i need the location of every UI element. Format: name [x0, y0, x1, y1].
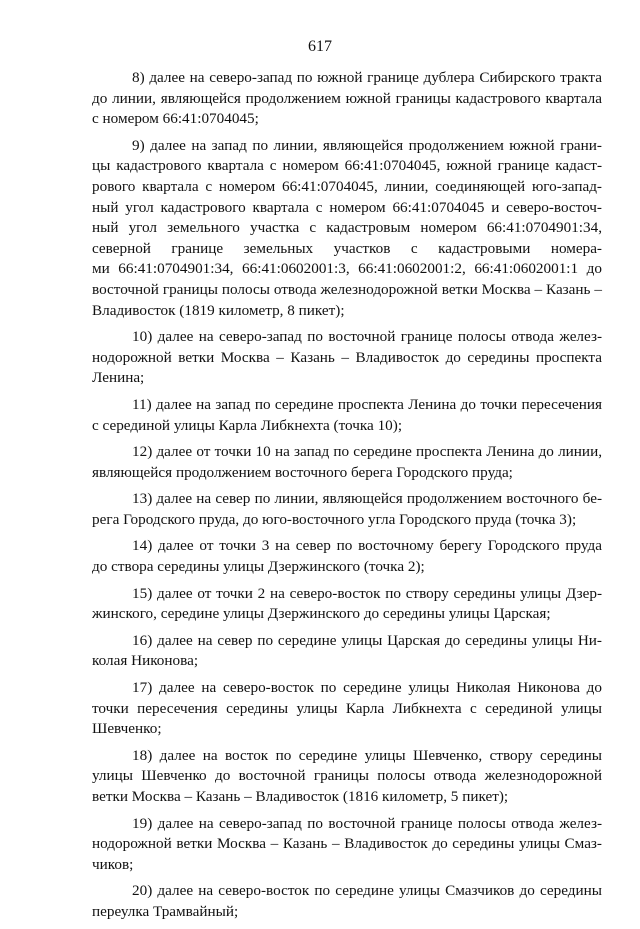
paragraph-16 — [92, 631, 602, 672]
text-line: до створа середины улицы Дзержинского (точка 2); — [92, 558, 425, 576]
paragraph-12 — [92, 442, 602, 483]
text-line: 14) далее от точки 3 на север по восточному берегу Городского пруда — [132, 537, 602, 555]
paragraph-19 — [92, 814, 602, 876]
text-line: переулка Трамвайный; — [92, 902, 239, 920]
text-line: нодорожной ветки Москва – Казань – Владивосток до середины улицы Смаз- — [92, 835, 602, 853]
text-line: 20) далее на северо-восток по середине улицы Смазчиков до середины — [132, 882, 602, 900]
paragraph-9 — [92, 136, 602, 321]
text-line: 18) далее на восток по середине улицы Шевченко, створу середины — [132, 746, 602, 764]
paragraph-13 — [92, 489, 602, 530]
text-line: восточной границы полосы отвода железнодорожной ветки Москва – Казань – — [92, 280, 602, 298]
text-line: являющейся продолжением восточного берега Городского пруда; — [92, 463, 513, 481]
text-line: 13) далее на север по линии, являющейся продолжением восточного бе- — [132, 490, 602, 508]
text-line: северной границе земельных участков с кадастровыми номера- — [92, 239, 602, 257]
text-line: точки пересечения середины улицы Карла Либкнехта с серединой улицы — [92, 699, 602, 717]
text-line: 11) далее на запад по середине проспекта Ленина до точки пересечения — [132, 395, 602, 413]
text-line: с серединой улицы Карла Либкнехта (точка 10); — [92, 416, 403, 434]
paragraph-11 — [92, 395, 602, 436]
paragraph-14 — [92, 536, 602, 577]
paragraph-18 — [92, 746, 602, 808]
text-line: 19) далее на северо-запад по восточной границе полосы отвода желез- — [132, 814, 602, 832]
text-line: 17) далее на северо-восток по середине улицы Николая Никонова до — [132, 679, 602, 697]
paragraph-10 — [92, 327, 602, 389]
text-line: колая Никонова; — [92, 652, 199, 670]
text-line: 12) далее от точки 10 на запад по середине проспекта Ленина до линии, — [132, 443, 602, 461]
text-line: рового квартала с номером 66:41:0704045, линии, соединяющей юго-запад- — [92, 177, 602, 195]
text-line: цы кадастрового квартала с номером 66:41:0704045, южной границе кадаст- — [92, 157, 602, 175]
text-line: Ленина; — [92, 369, 145, 387]
page-number: 617 — [308, 38, 332, 55]
text-line: жинского, середине улицы Дзержинского до середины улицы Царская; — [92, 605, 551, 623]
text-line: Шевченко; — [92, 720, 162, 738]
text-line: улицы Шевченко до восточной границы полосы отвода железнодорожной — [92, 767, 602, 785]
text-line: чиков; — [92, 855, 134, 873]
text-line: нодорожной ветки Москва – Казань – Владивосток до середины проспекта — [92, 348, 602, 366]
text-line: ный угол кадастрового квартала с номером 66:41:0704045 и северо-восточ- — [92, 198, 602, 216]
text-line: ветки Москва – Казань – Владивосток (1816 километр, 5 пикет); — [92, 788, 509, 805]
text-line: до линии, являющейся продолжением южной границы кадастрового квартала — [92, 89, 602, 107]
text-line: рега Городского пруда, до юго-восточного угла Городского пруда (точка 3); — [92, 510, 577, 528]
paragraph-15 — [92, 584, 602, 625]
text-line: 9) далее на запад по линии, являющейся продолжением южной грани- — [132, 136, 602, 154]
paragraph-17 — [92, 678, 602, 740]
text-line: 15) далее от точки 2 на северо-восток по створу середины улицы Дзер- — [132, 584, 602, 602]
text-line: 10) далее на северо-запад по восточной границе полосы отвода желез- — [132, 328, 602, 346]
text-line: Владивосток (1819 километр, 8 пикет); — [92, 301, 345, 319]
paragraph-20 — [92, 881, 602, 922]
text-line: с номером 66:41:0704045; — [92, 110, 259, 128]
document-body — [92, 68, 602, 929]
text-line: 16) далее на север по середине улицы Царская до середины улицы Ни- — [132, 631, 602, 649]
text-line: ми 66:41:0704901:34, 66:41:0602001:3, 66:41:0602001:2, 66:41:0602001:1 до — [92, 260, 602, 278]
text-line: ный угол земельного участка с кадастровым номером 66:41:0704901:34, — [92, 219, 602, 237]
paragraph-8 — [92, 68, 602, 130]
text-line: 8) далее на северо-запад по южной границе дублера Сибирского тракта — [132, 69, 602, 86]
